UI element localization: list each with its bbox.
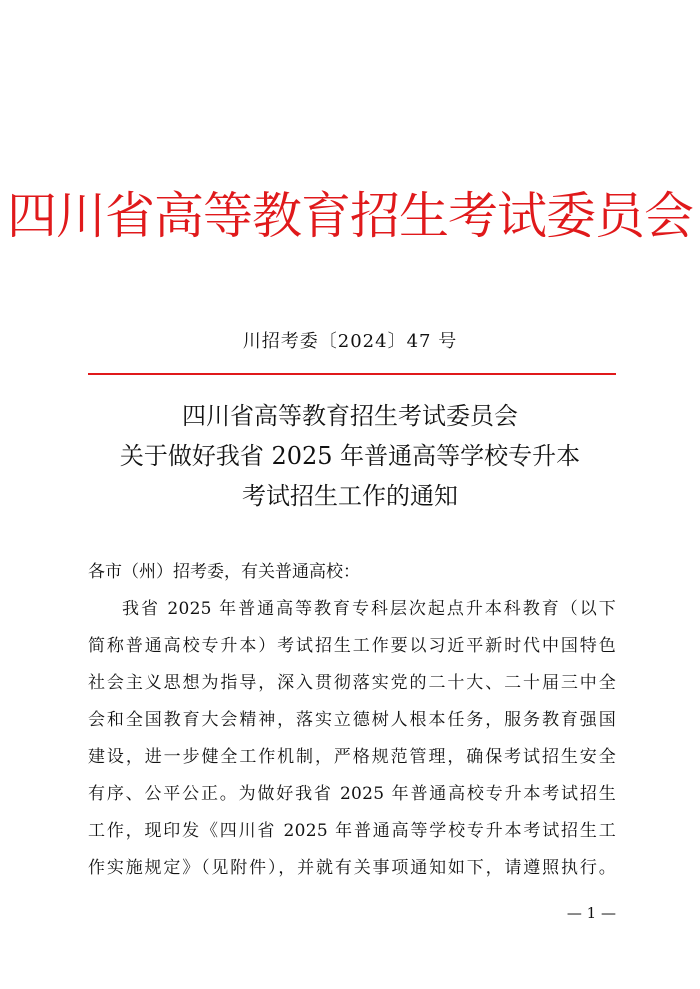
salutation: 各市（州）招考委，有关普通高校： — [88, 562, 360, 582]
body-paragraph — [88, 595, 616, 891]
title-line: 考试招生工作的通知 — [242, 482, 458, 510]
body-line: 作实施规定》（见附件），并就有关事项通知如下，请遵照执行。 — [88, 858, 616, 878]
red-separator-line — [88, 373, 616, 375]
body-line: 简称普通高校专升本）考试招生工作要以习近平新时代中国特色 — [88, 636, 616, 656]
body-line: 我省 2025 年普通高等教育专科层次起点升本科教育（以下 — [122, 599, 616, 619]
title-line: 四川省高等教育招生考试委员会 — [182, 402, 518, 430]
body-line: 建设，进一步健全工作机制，严格规范管理，确保考试招生安全 — [88, 747, 616, 767]
document-number: 川招考委〔2024〕47 号 — [242, 331, 458, 352]
body-line: 会和全国教育大会精神，落实立德树人根本任务，服务教育强国 — [88, 710, 616, 730]
page-number: — 1 — — [566, 904, 616, 922]
body-line: 工作，现印发《四川省 2025 年普通高等学校专升本考试招生工 — [88, 821, 616, 841]
body-line: 社会主义思想为指导，深入贯彻落实党的二十大、二十届三中全 — [88, 673, 616, 693]
title-line: 关于做好我省 2025 年普通高等学校专升本 — [119, 442, 581, 470]
notice-title — [0, 396, 700, 516]
issuer-red-header: 四川省高等教育招生考试委员会 — [7, 187, 693, 245]
body-line: 有序、公平公正。为做好我省 2025 年普通高校专升本考试招生 — [88, 784, 616, 804]
